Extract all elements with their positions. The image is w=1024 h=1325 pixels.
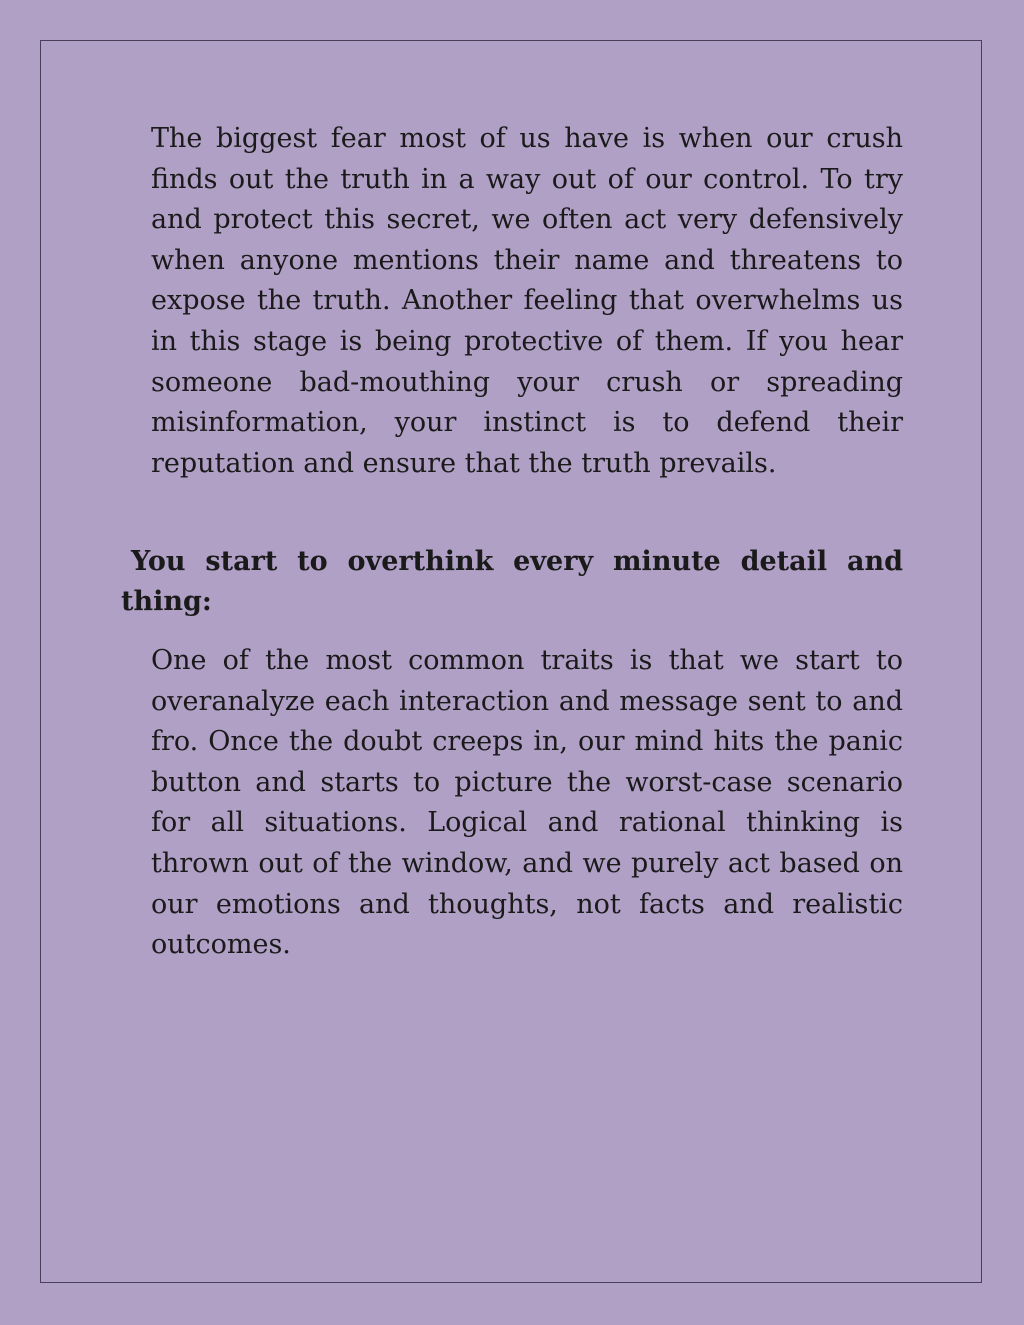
section-heading: You start to overthink every minute detail and thing: (121, 546, 903, 617)
body-paragraph: One of the most common traits is that we start to overanalyze each interaction and message sent to and fro. Once the doubt creeps in, our mind hits the panic button and starts to picture the worst-case scenario for all situations. Logical and rational thinking is thrown out of the window, and we purely act based on our emotions and thoughts, not facts and realistic outcomes. (151, 645, 903, 961)
body-paragraph: The biggest fear most of us have is when our crush finds out the truth in a way out of our control. To try and protect this secret, we often act very defensively when anyone mentions their name and threatens to expose the truth. Another feeling that overwhelms us in this stage is being protective of them. If you hear someone bad-mouthing your crush or spreading misinformation, your instinct is to defend their reputation and ensure that the truth prevails. (151, 123, 903, 479)
